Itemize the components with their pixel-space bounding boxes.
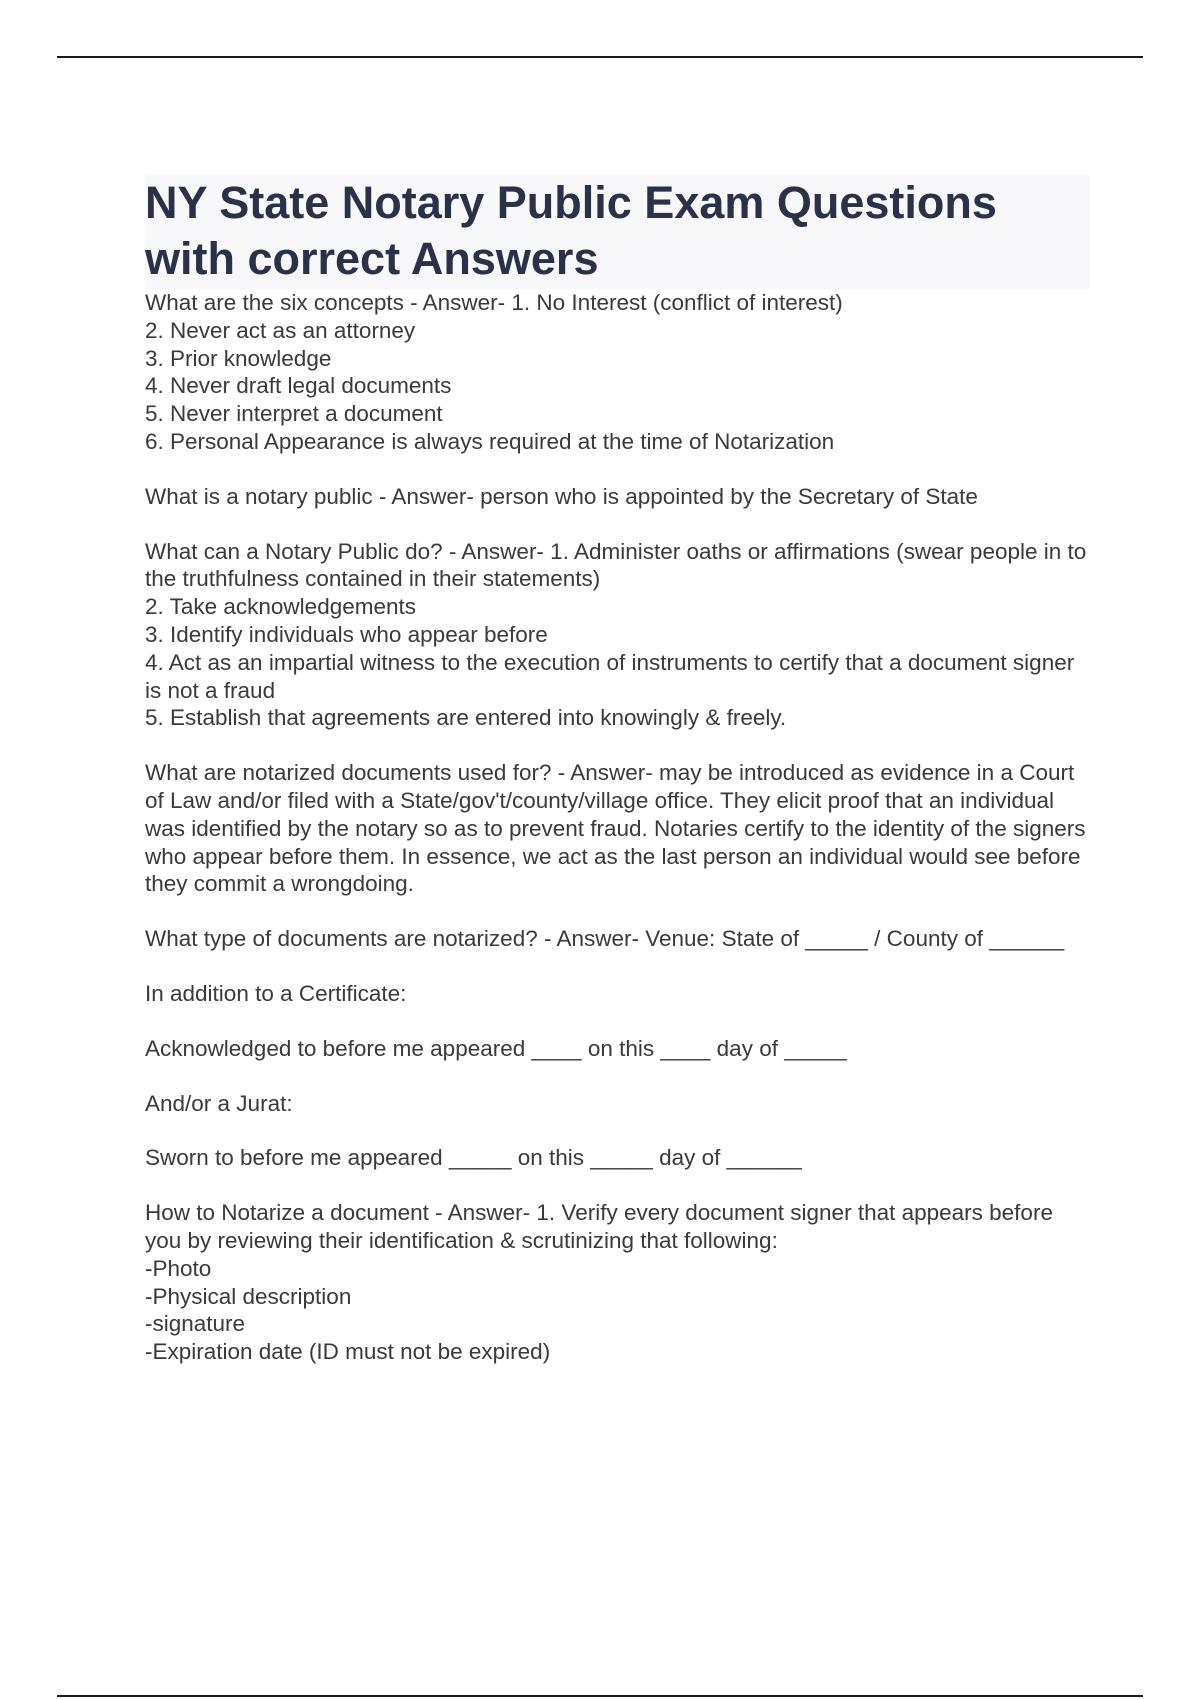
qa-line: -Physical description	[145, 1283, 352, 1309]
document-title: NY State Notary Public Exam Questions with correct Answers	[145, 175, 1090, 289]
bottom-rule	[57, 1695, 1143, 1697]
qa-line: 4. Act as an impartial witness to the execution of instruments to certify that a document signer is not a fraud	[145, 649, 1075, 703]
qa-line: What are the six concepts - Answer- 1. No Interest (conflict of interest)	[145, 290, 843, 315]
qa-line: Acknowledged to before me appeared ____ on this ____ day of _____	[145, 1035, 847, 1061]
qa-line: What can a Notary Public do? - Answer- 1. Administer oaths or affirmations (swear people in to the truthfulness contained in their statements)	[145, 538, 1087, 592]
qa-line: How to Notarize a document - Answer- 1. Verify every document signer that appears before you by reviewing their identification & scrutinizing that following:	[145, 1200, 1053, 1253]
document-body	[145, 175, 1090, 1366]
top-rule	[57, 56, 1143, 58]
qa-six-concepts	[145, 289, 1090, 456]
jurat-template	[145, 1144, 1090, 1172]
qa-notary-public	[145, 483, 1090, 511]
qa-what-can-notary-do	[145, 538, 1090, 733]
qa-line: 3. Prior knowledge	[145, 345, 332, 371]
acknowledgement-template	[145, 1035, 1090, 1063]
qa-notarized-documents-use	[145, 759, 1090, 898]
qa-line: 5. Never interpret a document	[145, 401, 443, 427]
qa-line: -Expiration date (ID must not be expired)	[145, 1339, 551, 1365]
qa-line: -signature	[145, 1311, 246, 1337]
qa-line: 5. Establish that agreements are entered into knowingly & freely.	[145, 705, 787, 731]
qa-line: What are notarized documents used for? - Answer- may be introduced as evidence in a Court of Law and/or filed with a State/gov't/county/village office. They elicit proof that an individual was identified by the notary so as to prevent fraud. Notaries certify to the identity of the signers who appear before them. In essence, we act as the last person an individual would see before they commit a wrongdoing.	[145, 760, 1086, 897]
qa-line: Sworn to before me appeared _____ on this _____ day of ______	[145, 1145, 802, 1171]
qa-line: What is a notary public - Answer- person who is appointed by the Secretary of State	[145, 483, 978, 509]
qa-line: And/or a Jurat:	[145, 1090, 293, 1116]
qa-document-types	[145, 925, 1090, 953]
qa-line: In addition to a Certificate:	[145, 980, 407, 1006]
qa-line: 4. Never draft legal documents	[145, 373, 452, 399]
certificate-intro	[145, 980, 1090, 1008]
qa-line: 3. Identify individuals who appear before	[145, 621, 548, 647]
jurat-intro	[145, 1090, 1090, 1118]
qa-line: What type of documents are notarized? - Answer- Venue: State of _____ / County of ______	[145, 926, 1065, 952]
qa-how-to-notarize	[145, 1199, 1090, 1366]
qa-line: 6. Personal Appearance is always required at the time of Notarization	[145, 428, 835, 454]
qa-list	[145, 289, 1090, 1366]
qa-line: 2. Take acknowledgements	[145, 594, 416, 620]
qa-line: -Photo	[145, 1255, 212, 1281]
qa-line: 2. Never act as an attorney	[145, 317, 416, 343]
